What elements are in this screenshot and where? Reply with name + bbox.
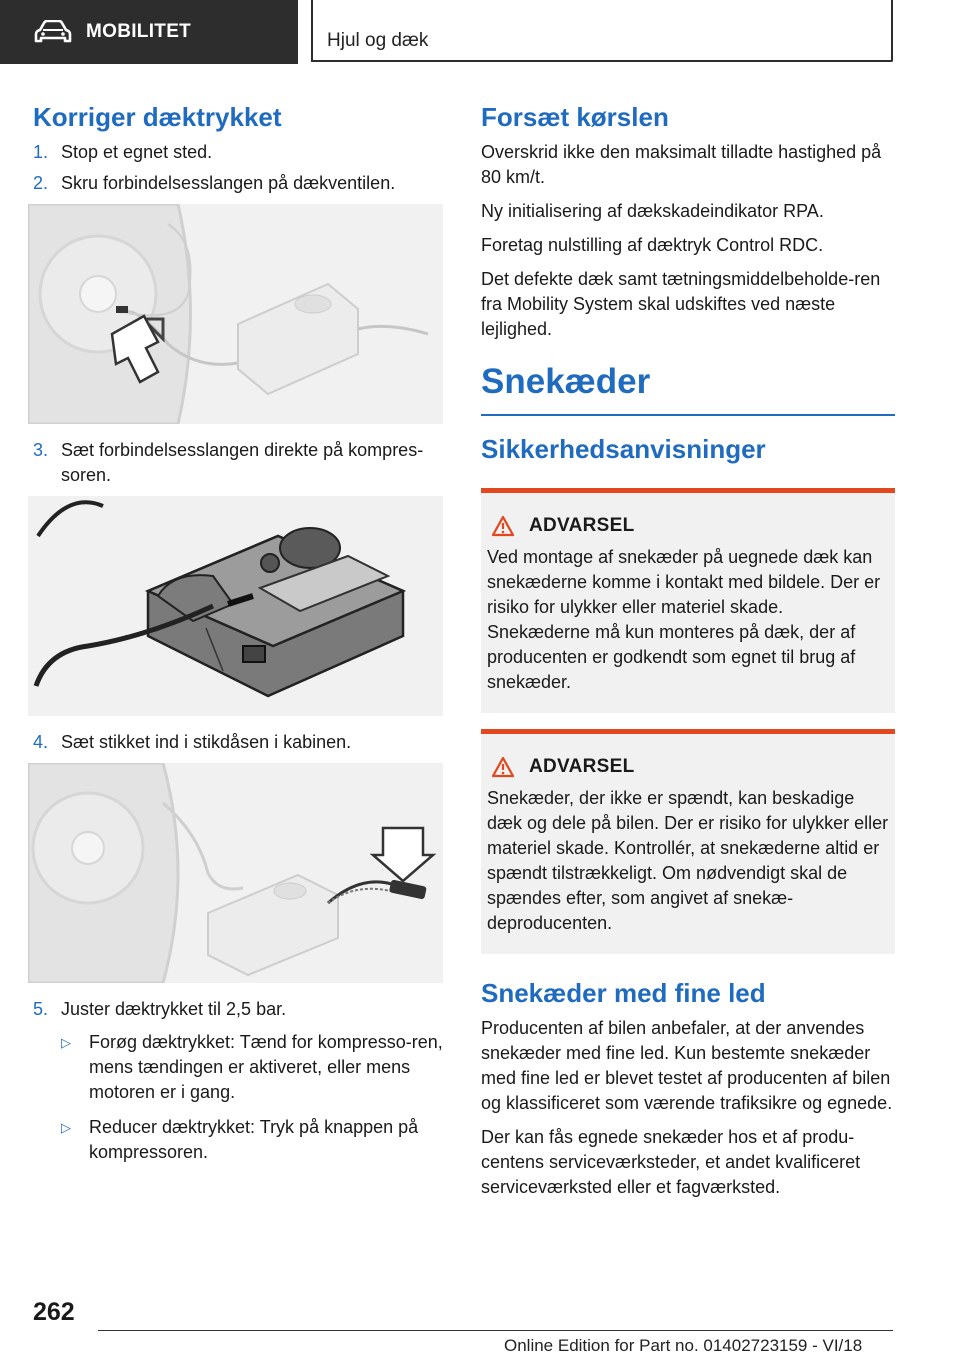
page-number: 262 [33, 1298, 75, 1326]
paragraph: Overskrid ikke den maksimalt tilladte hastighed på 80 km/t. [481, 142, 882, 187]
section-tab [0, 0, 298, 64]
triangle-bullet-icon: ▷ [61, 1035, 71, 1050]
paragraph: Det defekte dæk samt tætningsmiddelbeholde-ren fra Mobility System skal udskiftes ved næste lejlighed. [481, 269, 881, 339]
steps-list-d [33, 997, 443, 1022]
step-text: Juster dæktrykket til 2,5 bar. [61, 999, 287, 1019]
substep-item [61, 1115, 443, 1165]
chapter-title: Hjul og dæk [327, 30, 429, 51]
steps-list-c [33, 730, 443, 755]
footer-edition: Online Edition for Part no. 01402723159 - VI/18 [504, 1336, 863, 1355]
step-number: 4. [33, 732, 49, 752]
section-label: MOBILITET [86, 21, 192, 42]
substeps-list [61, 1030, 443, 1165]
left-column [33, 100, 443, 1175]
warning-box [481, 729, 895, 954]
warning-text: Ved montage af snekæder på uegnede dæk kan snekæderne komme i kontakt med bildele. Der er risiko for ulykker eller materiel skade. Snekæderne må kun monteres på dæk, der af producenten er godkendt som egnet til brug af snekæder. [487, 547, 881, 692]
paragraph: Foretag nulstilling af dæktryk Control RDC. [481, 235, 824, 255]
step-number: 2. [33, 173, 49, 193]
warning-box [481, 488, 895, 713]
step-text: Sæt forbindelsesslangen direkte på kompres-soren. [61, 440, 424, 485]
steps-list-a [33, 140, 443, 196]
step-item [33, 438, 443, 488]
section-heading-correct-pressure: Korriger dæktrykket [33, 102, 282, 132]
paragraph: Producenten af bilen anbefaler, at der anvendes snekæder med fine led. Kun bestemte snekæder med fine led er blevet testet af producenten af bilen og klassificeret som værende trafiksikre og egnede. [481, 1018, 893, 1113]
step-text: Sæt stikket ind i stikdåsen i kabinen. [61, 732, 352, 752]
substep-text: Reducer dæktrykket: Tryk på knappen på kompressoren. [89, 1117, 419, 1162]
substep-item [61, 1030, 443, 1105]
steps-list-b [33, 438, 443, 488]
section-heading-continue-driving: Forsæt kørslen [481, 102, 669, 132]
warning-header [487, 756, 889, 778]
triangle-bullet-icon: ▷ [61, 1120, 71, 1135]
illustration-hose-on-compressor [28, 496, 443, 716]
step-item [33, 140, 443, 165]
warning-label: ADVARSEL [529, 515, 635, 536]
warning-text: Snekæder, der ikke er spændt, kan beskadige dæk og dele på bilen. Der er risiko for ulykker eller materiel skade. Kontrollér, at snekæderne altid er spændt tilstrækkeligt. Om nødvendigt skal de spændes efter, som angivet af snekæ-deproducenten. [487, 788, 889, 933]
step-item [33, 171, 443, 196]
illustration-plug-in-socket [28, 763, 443, 983]
step-item [33, 997, 443, 1022]
warning-triangle-icon [491, 756, 515, 778]
chapter-heading-snow-chains: Snekæder [481, 362, 651, 401]
chapter-divider [481, 414, 895, 416]
step-text: Skru forbindelsesslangen på dækventilen. [61, 173, 396, 193]
warning-header [487, 515, 889, 537]
substep-text: Forøg dæktrykket: Tænd for kompresso-ren, mens tændingen er aktiveret, eller mens motoren er i gang. [89, 1032, 443, 1102]
step-item [33, 730, 443, 755]
step-number: 3. [33, 440, 49, 460]
paragraph: Ny initialisering af dækskadeindikator RPA. [481, 201, 824, 221]
car-icon [34, 20, 72, 44]
right-column [481, 100, 895, 1209]
illustration-hose-on-valve [28, 204, 443, 424]
page-header [0, 0, 960, 66]
warning-triangle-icon [491, 515, 515, 537]
step-text: Stop et egnet sted. [61, 142, 213, 162]
step-number: 1. [33, 142, 49, 162]
chapter-tab [311, 0, 893, 62]
section-heading-safety: Sikkerhedsanvisninger [481, 434, 766, 464]
warning-label: ADVARSEL [529, 756, 635, 777]
paragraph: Der kan fås egnede snekæder hos et af produ-centens serviceværksteder, et andet kvalificeret serviceværksted eller et fagværksted. [481, 1127, 861, 1197]
section-heading-fine-link-chains: Snekæder med fine led [481, 978, 766, 1008]
step-number: 5. [33, 999, 49, 1019]
footer-rule [98, 1330, 893, 1331]
